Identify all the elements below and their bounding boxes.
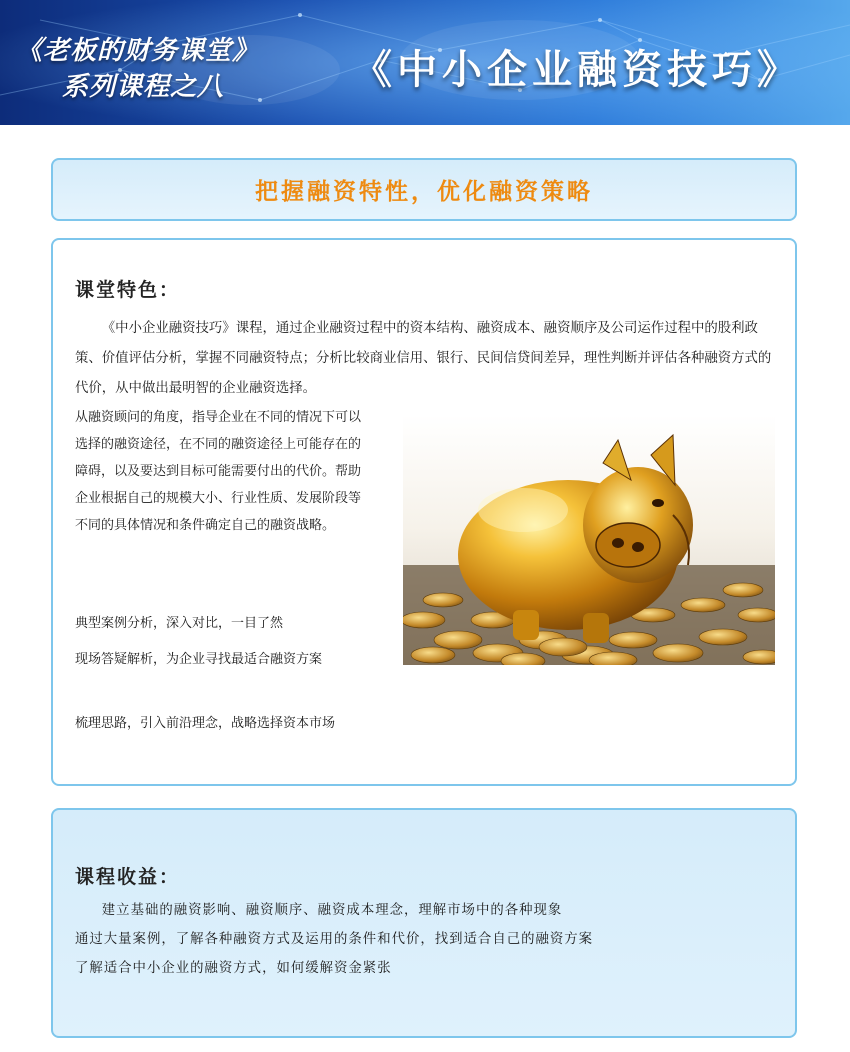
- feature-bullet-case-analysis: 典型案例分析，深入对比，一目了然: [75, 616, 284, 631]
- features-heading: 课堂特色：: [75, 279, 181, 301]
- benefits-list: [75, 896, 777, 983]
- course-features-panel: [51, 238, 797, 786]
- golden-piggy-bank-image: [403, 415, 775, 665]
- slogan-text: 把握融资特性，优化融资策略: [255, 178, 593, 205]
- benefit-line: 通过大量案例，了解各种融资方式及运用的条件和代价，找到适合自己的融资方案: [75, 932, 594, 947]
- advisor-paragraph: [75, 404, 373, 539]
- slogan-panel: [51, 158, 797, 221]
- series-title-line1: 《老板的财务课堂》: [16, 36, 260, 66]
- features-intro-text: 《中小企业融资技巧》课程，通过企业融资过程中的资本结构、融资成本、融资顺序及公司运作过程中的股利政策、价值评估分析，掌握不同融资特点；分析比较商业信用、银行、民间信贷间差异，理性判断并评估各种融资方式的代价，从中做出最明智的企业融资选择。: [75, 321, 772, 396]
- benefit-line: 建立基础的融资影响、融资顺序、融资成本理念，理解市场中的各种现象: [101, 903, 563, 918]
- feature-bullet-qa: 现场答疑解析，为企业寻找最适合融资方案: [75, 652, 323, 667]
- features-intro: [75, 314, 777, 404]
- series-title-line2: 系列课程之八: [62, 72, 225, 102]
- advisor-text: 从融资顾问的角度，指导企业在不同的情况下可以选择的融资途径，在不同的融资途径上可能存在的障碍，以及要达到目标可能需要付出的代价。帮助企业根据自己的规模大小、行业性质、发展阶段等不同的具体情况和条件确定自己的融资战略。: [75, 410, 362, 533]
- course-title: 《中小企业融资技巧》: [352, 47, 802, 93]
- feature-bullet-strategy: 梳理思路，引入前沿理念，战略选择资本市场: [75, 716, 336, 731]
- benefit-line: 了解适合中小企业的融资方式，如何缓解资金紧张: [75, 961, 392, 976]
- benefits-heading: 课程收益：: [75, 866, 181, 888]
- header-banner: [0, 0, 850, 125]
- course-benefits-panel: [51, 808, 797, 1038]
